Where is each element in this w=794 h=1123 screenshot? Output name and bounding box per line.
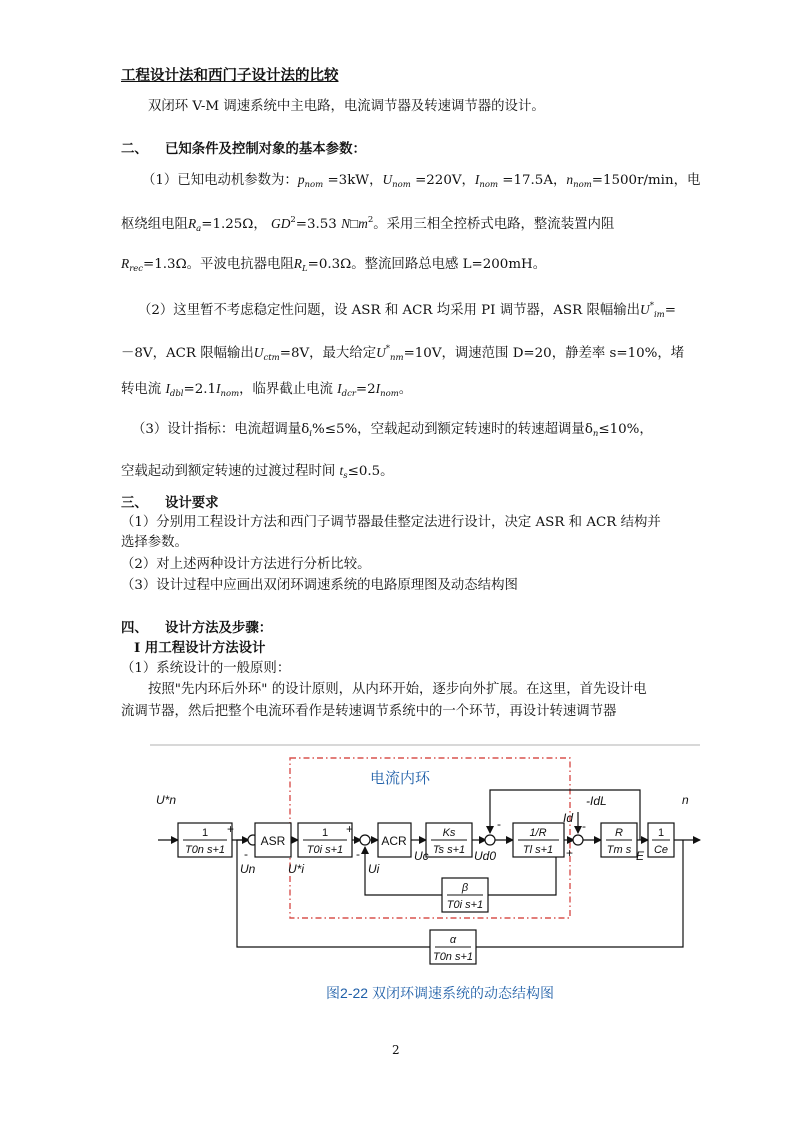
inner-loop-label: 电流内环 [369, 770, 431, 787]
armature-den: Tl s+1 [522, 844, 554, 856]
emf-num: 1 [657, 827, 665, 839]
signal-uc: Uc [414, 849, 429, 863]
sign-minus: - [356, 847, 360, 861]
speed-filter-den: T0n s+1 [184, 844, 226, 856]
input-label: U*n [156, 793, 177, 807]
section-2-line-4: （2）这里暂不考虑稳定性问题，设 ASR 和 ACR 均采用 PI 调节器，ASR 限幅输出$U^*_{im}=$ [138, 301, 676, 320]
armature-num: 1/R [529, 827, 547, 839]
section-3-item: 选择参数。 [121, 535, 188, 550]
signal-ud0: Ud0 [474, 849, 497, 863]
section-4-heading: 设计方法及步骤： [165, 620, 273, 636]
rectifier-den: Ts s+1 [432, 844, 466, 856]
acr-label: ACR [381, 834, 407, 848]
sign-plus: + [566, 846, 574, 860]
section-4-paragraph: 按照"先内环后外环" 的设计原则，从内环开始，逐步向外扩展。在这里，首先设计电 [148, 682, 647, 697]
current-feedback-num: β [461, 882, 469, 894]
section-2-line-5: －8V，ACR 限幅输出$U_{ctm}=8V$，最大给定$U^*_{nm}=10V$，调速范围 D=20，静差率 s=10%，堵 [121, 344, 685, 363]
output-label: n [682, 793, 689, 807]
current-filter-den: T0i s+1 [306, 844, 344, 856]
section-2-line-2: 枢绕组电阻$R_a=1.25\Omega$， $GD^2=3.53$ $N□m^2$。采用三相全控桥式电路，整流装置内阻 [121, 215, 615, 234]
section-3-heading: 设计要求 [165, 495, 219, 511]
rectifier-num: Ks [442, 827, 456, 839]
section-4-number: 四、 [121, 620, 148, 636]
section-3-item: （2）对上述两种设计方法进行分析比较。 [121, 557, 371, 572]
section-2-line-6: 转电流 $I_{dbl}=2.1I_{nom}$，临界截止电流 $I_{dcr}=2I_{nom}$。 [121, 381, 413, 399]
signal-ui: Ui [368, 862, 380, 876]
signal-e: E [636, 849, 645, 863]
figure-caption: 图2-22 双闭环调速系统的动态结构图 [326, 985, 554, 1001]
signal-id: Id [563, 811, 574, 825]
section-2-line-7: （3）设计指标：电流超调量$\delta_i\%\le 5\%$，空载起动到额定转速时的转速超调量$\delta_n\le 10\%$， [132, 422, 653, 439]
document-title: 工程设计法和西门子设计法的比较 [121, 67, 339, 84]
current-filter-num: 1 [321, 827, 329, 839]
sign-plus: + [346, 822, 354, 836]
speed-filter-num: 1 [201, 827, 209, 839]
intro-paragraph: 双闭环 V-M 调速系统中主电路，电流调节器及转速调节器的设计。 [148, 99, 545, 114]
mechanical-den: Tm s [606, 844, 632, 856]
section-2-heading: 已知条件及控制对象的基本参数： [165, 141, 366, 157]
section-3-item: （1）分别用工程设计方法和西门子调节器最佳整定法进行设计，决定 ASR 和 ACR 结构并 [121, 515, 661, 530]
emf-den: Ce [653, 844, 669, 856]
section-3-item: （3）设计过程中应画出双闭环调速系统的电路原理图及动态结构图 [121, 578, 518, 593]
asr-label: ASR [260, 834, 286, 848]
mechanical-num: R [615, 827, 623, 839]
speed-feedback-den: T0n s+1 [432, 951, 474, 963]
section-4-step: （1）系统设计的一般原则： [121, 661, 291, 676]
section-3-number: 三、 [121, 495, 148, 511]
sign-minus: - [582, 819, 586, 833]
signal-ui-star: U*i [288, 862, 305, 876]
section-2-line-1: （1）已知电动机参数为：$p_{nom} =3kW$，$U_{nom} =220V$，$I_{nom} =17.5A$，$n_{nom}=1500r/\min$，电 [142, 172, 701, 190]
section-2-number: 二、 [121, 141, 148, 157]
sign-minus: - [244, 847, 248, 861]
section-4-paragraph: 流调节器，然后把整个电流环看作是转速调节系统中的一个环节，再设计转速调节器 [121, 704, 617, 719]
page-number: 2 [392, 1043, 400, 1057]
current-feedback-den: T0i s+1 [446, 899, 484, 911]
signal-idl: -IdL [586, 794, 607, 808]
sign-plus: + [227, 822, 235, 836]
speed-feedback-num: α [449, 934, 457, 946]
signal-un: Un [240, 862, 256, 876]
section-4-subheading: Ⅰ 用工程设计方法设计 [134, 640, 266, 656]
sign-minus: - [497, 817, 501, 831]
section-2-line-3: $R_{rec}=1.3\Omega$。平波电抗器电阻$R_L=0.3\Omega$。整流回路总电感 L=200mH。 [121, 256, 547, 274]
section-2-line-8: 空载起动到额定转速的过渡过程时间 $t_s\le 0.5$。 [121, 463, 394, 481]
